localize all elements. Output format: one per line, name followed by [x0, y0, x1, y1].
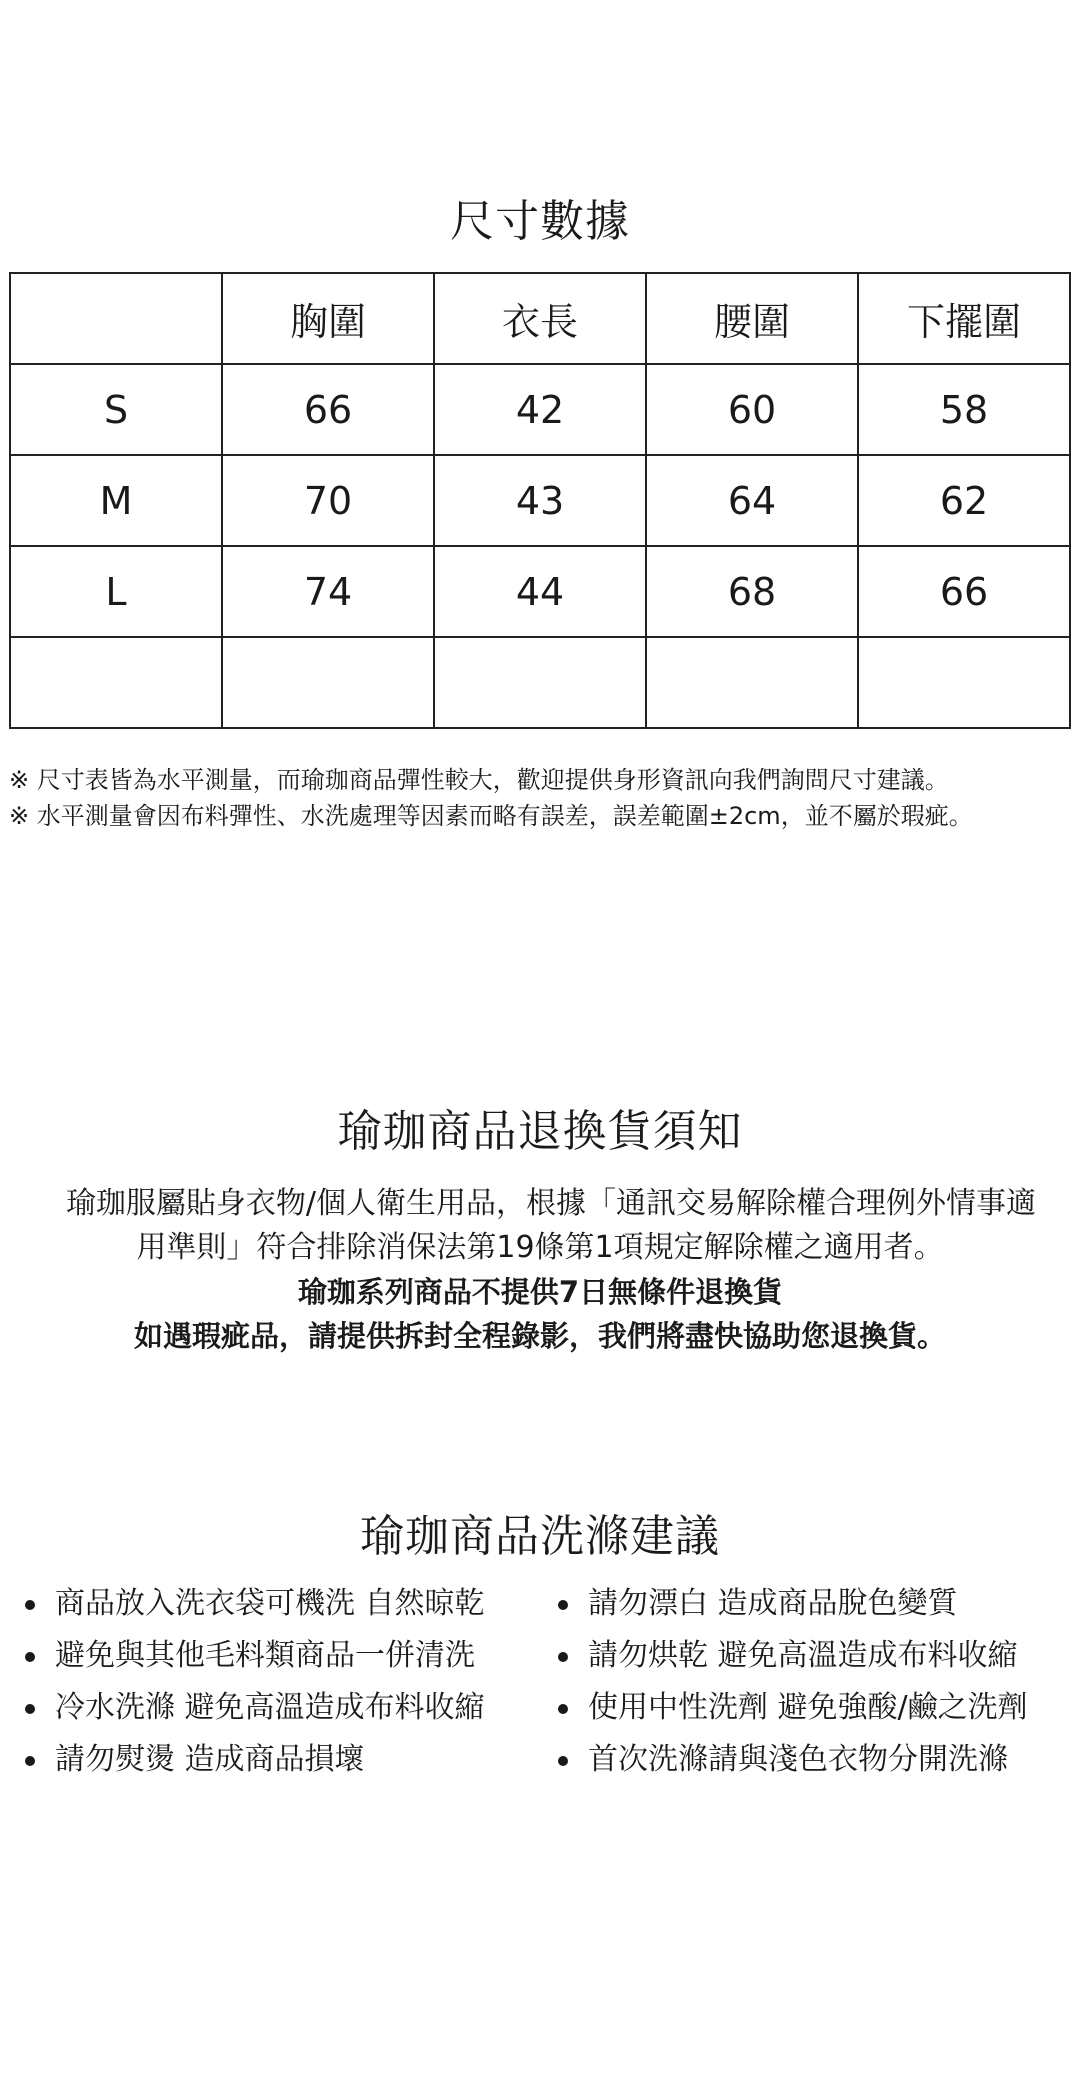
bullet-icon — [558, 1600, 568, 1610]
table-row — [10, 637, 1070, 728]
list-item — [558, 1682, 1078, 1734]
returns-bold-line: 如遇瑕疵品，請提供拆封全程錄影，我們將盡快協助您退換貨。 — [133, 1319, 946, 1353]
bullet-icon — [558, 1756, 568, 1766]
table-cell: M — [10, 455, 222, 546]
table-cell: S — [10, 364, 222, 455]
table-cell: 74 — [222, 546, 434, 637]
size-note: ※ 尺寸表皆為水平測量，而瑜珈商品彈性較大，歡迎提供身形資訊向我們詢問尺寸建議。 — [9, 766, 949, 794]
header-cell: 下擺圍 — [858, 273, 1070, 364]
list-item — [25, 1630, 545, 1682]
header-cell: 胸圍 — [222, 273, 434, 364]
returns-policy-title: 瑜珈商品退換貨須知 — [337, 1106, 743, 1157]
table-cell: 44 — [434, 546, 646, 637]
table-row — [10, 455, 1070, 546]
care-item-text: 避免與其他毛料類商品一併清洗 — [55, 1638, 475, 1673]
table-cell — [858, 637, 1070, 728]
header-cell: 腰圍 — [646, 273, 858, 364]
list-item — [558, 1630, 1078, 1682]
table-cell — [434, 637, 646, 728]
table-cell — [10, 637, 222, 728]
list-item — [558, 1578, 1078, 1630]
returns-text-line: 瑜珈服屬貼身衣物/個人衛生用品，根據「通訊交易解除權合理例外情事適 — [65, 1186, 1037, 1221]
care-item-text: 首次洗滌請與淺色衣物分開洗滌 — [588, 1742, 1008, 1777]
size-notes — [9, 762, 1075, 834]
table-cell: 43 — [434, 455, 646, 546]
table-cell: 58 — [858, 364, 1070, 455]
header-cell — [10, 273, 222, 364]
list-item — [25, 1682, 545, 1734]
care-list-right — [558, 1578, 1078, 1786]
bullet-icon — [558, 1652, 568, 1662]
table-cell: 70 — [222, 455, 434, 546]
list-item — [558, 1734, 1078, 1786]
care-item-text: 使用中性洗劑 避免強酸/鹼之洗劑 — [588, 1690, 1028, 1725]
table-cell: 62 — [858, 455, 1070, 546]
list-item — [25, 1734, 545, 1786]
care-item-text: 商品放入洗衣袋可機洗 自然晾乾 — [55, 1586, 485, 1621]
table-cell: L — [10, 546, 222, 637]
care-instructions-title: 瑜珈商品洗滌建議 — [360, 1511, 720, 1562]
table-cell — [646, 637, 858, 728]
bullet-icon — [25, 1704, 35, 1714]
returns-policy-body — [0, 1182, 1080, 1358]
returns-bold-line: 瑜珈系列商品不提供7日無條件退換貨 — [297, 1275, 783, 1309]
header-cell: 衣長 — [434, 273, 646, 364]
care-item-text: 請勿漂白 造成商品脫色變質 — [588, 1586, 958, 1621]
size-note: ※ 水平測量會因布料彈性、水洗處理等因素而略有誤差，誤差範圍±2cm，並不屬於瑕疵。 — [9, 802, 973, 830]
table-cell: 68 — [646, 546, 858, 637]
table-header-row — [10, 273, 1070, 364]
bullet-icon — [25, 1756, 35, 1766]
table-cell: 66 — [858, 546, 1070, 637]
table-cell: 64 — [646, 455, 858, 546]
returns-text-line: 用準則」符合排除消保法第19條第1項規定解除權之適用者。 — [136, 1230, 944, 1265]
table-cell — [222, 637, 434, 728]
table-cell: 42 — [434, 364, 646, 455]
size-table — [9, 272, 1071, 729]
care-item-text: 請勿熨燙 造成商品損壞 — [55, 1742, 365, 1777]
table-cell: 66 — [222, 364, 434, 455]
bullet-icon — [25, 1600, 35, 1610]
bullet-icon — [25, 1652, 35, 1662]
care-list-left — [25, 1578, 545, 1786]
care-item-text: 冷水洗滌 避免高溫造成布料收縮 — [55, 1690, 485, 1725]
table-row — [10, 364, 1070, 455]
table-cell: 60 — [646, 364, 858, 455]
bullet-icon — [558, 1704, 568, 1714]
size-chart-title: 尺寸數據 — [450, 196, 630, 247]
list-item — [25, 1578, 545, 1630]
care-item-text: 請勿烘乾 避免高溫造成布料收縮 — [588, 1638, 1018, 1673]
table-row — [10, 546, 1070, 637]
